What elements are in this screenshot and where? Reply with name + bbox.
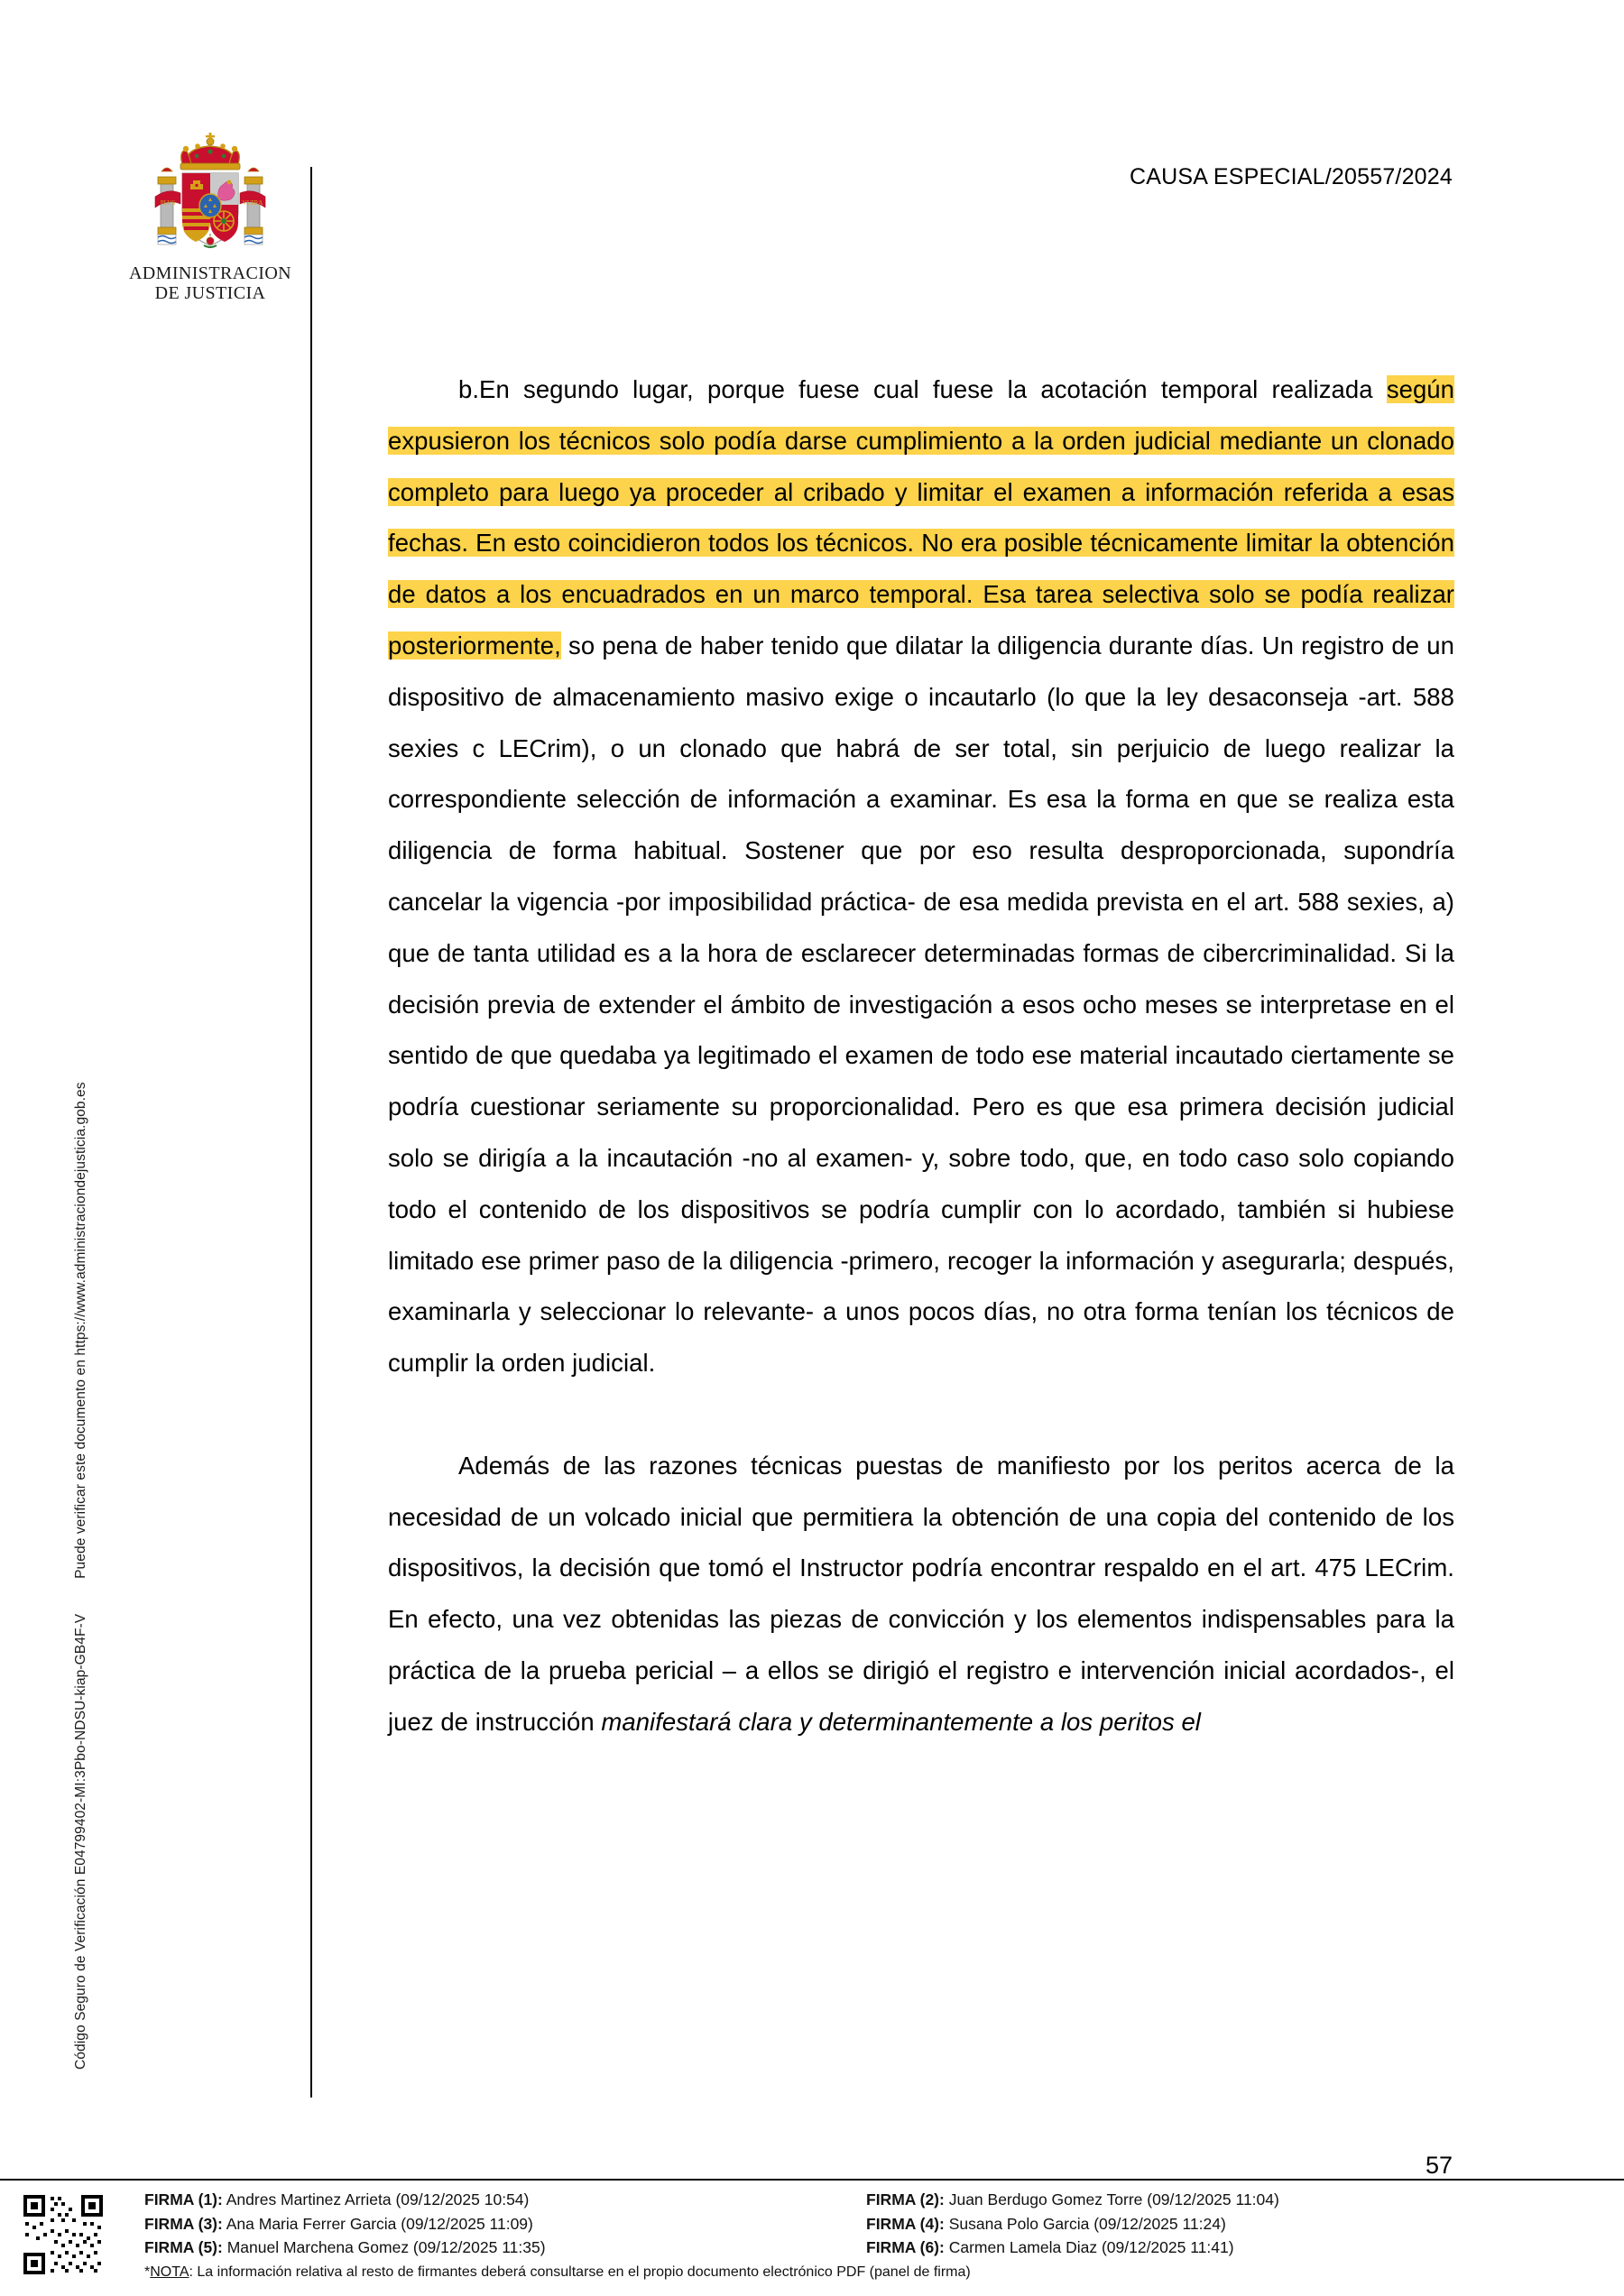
signature-label: FIRMA (1): bbox=[144, 2190, 223, 2208]
italic-quoted-law-text: manifestará clara y determinantemente a los peritos el bbox=[601, 1707, 1201, 1736]
note-asterisk: * bbox=[144, 2264, 151, 2280]
note-keyword: NOTA bbox=[150, 2264, 189, 2280]
signature-value: Andres Martinez Arrieta (09/12/2025 10:54) bbox=[226, 2190, 530, 2208]
signature-label: FIRMA (6): bbox=[866, 2238, 945, 2256]
signature-value: Juan Berdugo Gomez Torre (09/12/2025 11:04) bbox=[948, 2190, 1279, 2208]
paragraph-2-segment-1: Además de las razones técnicas puestas de manifiesto por los peritos acerca de la necesidad de un volcado inicial que permitiera la obtención de una copia del contenido de los dispositivos, la decisión que tomó el Instructor podría encontrar respaldo en el art. 475 LECrim. En efecto, una vez obtenidas las piezas de convicción y los elementos indispensables para la práctica de la prueba pericial – a ellos se dirigió el registro e intervención inicial acordados-, el juez de instrucción bbox=[388, 1451, 1454, 1736]
signature-row bbox=[144, 2188, 866, 2212]
signature-list bbox=[144, 2188, 1606, 2282]
footer-note bbox=[144, 2263, 1606, 2282]
note-text: : La información relativa al resto de firmantes deberá consultarse en el propio documento electrónico PDF (panel de firma) bbox=[189, 2264, 971, 2280]
case-reference-header: CAUSA ESPECIAL/20557/2024 bbox=[1129, 164, 1453, 189]
signature-label: FIRMA (4): bbox=[866, 2214, 945, 2233]
paragraph-additional-reasons bbox=[388, 1441, 1454, 1748]
signature-row bbox=[866, 2212, 1606, 2236]
highlighted-passage: según expusieron los técnicos solo podía darse cumplimiento a la orden judicial mediante un clonado completo para luego ya proceder al cribado y limitar el examen a información referida a esas fechas. En esto coincidieron todos los técnicos. No era posible técnicamente limitar la obtención de datos a los encuadrados en un marco temporal. Esa tarea selectiva solo se podía realizar posteriormente, bbox=[388, 375, 1454, 659]
verification-sidebar-text bbox=[73, 85, 89, 2070]
list-marker-b: b. bbox=[458, 375, 480, 403]
verification-code-label: Código Seguro de Verificación E04799402-MI:3Pbo-NDSU-kiap-GB4F-V bbox=[73, 1613, 88, 2070]
paragraph-spacer bbox=[388, 1389, 1454, 1441]
signature-label: FIRMA (5): bbox=[144, 2238, 223, 2256]
signature-value: Carmen Lamela Diaz (09/12/2025 11:41) bbox=[948, 2238, 1234, 2256]
signature-row bbox=[144, 2236, 866, 2260]
svg-text:VLTRA: VLTRA bbox=[242, 199, 263, 207]
signature-row bbox=[144, 2212, 866, 2236]
qr-code-icon bbox=[22, 2193, 105, 2276]
document-body bbox=[388, 364, 1454, 1748]
verification-url-text: Puede verificar este documento en https://www.administraciondejusticia.gob.es bbox=[73, 1082, 88, 1579]
signature-value: Susana Polo Garcia (09/12/2025 11:24) bbox=[948, 2214, 1226, 2233]
emblem-label-line1: ADMINISTRACION bbox=[128, 263, 292, 283]
paragraph-b bbox=[388, 364, 1454, 1389]
svg-text:PLVS: PLVS bbox=[160, 199, 176, 207]
signature-label: FIRMA (2): bbox=[866, 2190, 945, 2208]
signature-value: Ana Maria Ferrer Garcia (09/12/2025 11:09) bbox=[226, 2214, 533, 2233]
signature-value: Manuel Marchena Gomez (09/12/2025 11:35) bbox=[226, 2238, 546, 2256]
paragraph-b-segment-3: so pena de haber tenido que dilatar la diligencia durante días. Un registro de un dispositivo de almacenamiento masivo exige o incautarlo (lo que la ley desaconseja -art. 588 sexies c LECrim), o un clonado que habrá de ser total, sin perjuicio de luego realizar la correspondiente selección de información a examinar. Es esa la forma en que se realiza esta diligencia de forma habitual. Sostener que por eso resulta desproporcionada, supondría cancelar la vigencia -por imposibilidad práctica- de esa medida prevista en el art. 588 sexies, a) que de tanta utilidad es a la hora de esclarecer determinadas formas de cibercriminalidad. Si la decisión previa de extender el ámbito de investigación a esos ocho meses se interpretase en el sentido de que quedaba ya legitimado el examen de todo ese material incautado ciertamente se podría cuestionar seriamente su proporcionalidad. Pero es que esa primera decisión judicial solo se dirigía a la incautación -no al examen- y, sobre todo, que, en todo caso solo copiando todo el contenido de los dispositivos se podría cumplir con lo acordado, también si hubiese limitado ese primer paso de la diligencia -primero, recoger la información y asegurarla; después, examinarla y seleccionar lo relevante- a unos pocos días, no otra forma tenían los técnicos de cumplir la orden judicial. bbox=[388, 631, 1454, 1378]
page-number: 57 bbox=[1425, 2152, 1453, 2179]
footer-divider-rule bbox=[0, 2179, 1624, 2181]
signature-footer bbox=[0, 2186, 1624, 2296]
emblem-label-line2: DE JUSTICIA bbox=[154, 283, 266, 304]
spain-coat-of-arms-icon bbox=[143, 128, 278, 263]
verification-sidebar bbox=[0, 0, 88, 2165]
signature-row bbox=[866, 2188, 1606, 2212]
paragraph-b-segment-1: En segundo lugar, porque fuese cual fuese la acotación temporal realizada bbox=[479, 375, 1387, 403]
signature-label: FIRMA (3): bbox=[144, 2214, 223, 2233]
coat-of-arms-block bbox=[115, 128, 305, 304]
vertical-divider-rule bbox=[310, 167, 312, 2098]
signature-row bbox=[866, 2236, 1606, 2260]
